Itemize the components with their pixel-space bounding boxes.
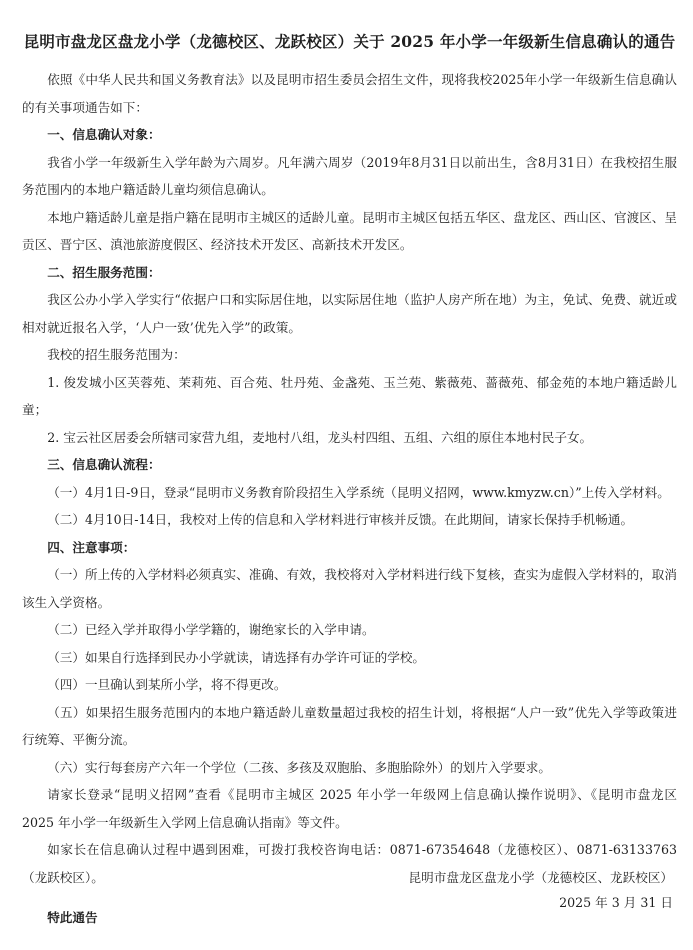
section-heading-process: 三、信息确认流程： — [47, 457, 161, 472]
signature-date: 2025 年 3 月 31 日 — [559, 895, 673, 910]
paragraph-area-item-1: 1. 俊发城小区芙蓉苑、茉莉苑、百合苑、牡丹苑、金盏苑、玉兰苑、紫薇苑、蔷薇苑、郁金苑的本地户籍适龄儿童； — [22, 374, 677, 417]
signature-block — [409, 865, 673, 915]
paragraph-note-6: （六）实行每套房产六年一个学位（二孩、多孩及双胞胎、多胞胎除外）的划片入学要求。 — [47, 759, 551, 775]
section-heading-service-area: 二、招生服务范围： — [47, 264, 161, 280]
paragraph-intro: 依照《中华人民共和国义务教育法》以及昆明市招生委员会招生文件，现将我校2025年小学一年级新生信息确认的有关事项通告如下： — [22, 72, 677, 115]
notice-body — [22, 66, 677, 891]
closing-statement: 特此通告 — [47, 910, 98, 925]
paragraph-age-requirement: 我省小学一年级新生入学年龄为六周岁。凡年满六周岁（2019年8月31日以前出生，含8月31日）在我校招生服务范围内的本地户籍适龄儿童均须信息确认。 — [22, 154, 677, 197]
paragraph-contact: 如家长在信息确认过程中遇到困难，可拨打我校咨询电话：0871-67354648（龙德校区）、0871-63133763（龙跃校区）。 — [22, 842, 677, 885]
paragraph-local-definition: 本地户籍适龄儿童是指户籍在昆明市主城区的适龄儿童。昆明市主城区包括五华区、盘龙区、西山区、官渡区、呈贡区、晋宁区、滇池旅游度假区、经济技术开发区、高新技术开发区。 — [22, 209, 677, 252]
paragraph-policy: 我区公办小学入学实行“依据户口和实际居住地，以实际居住地（监护人房产所在地）为主，免试、免费、就近或相对就近报名入学，‘人户一致’优先入学”的政策。 — [22, 292, 677, 335]
section-heading-targets: 一、信息确认对象： — [47, 127, 161, 142]
paragraph-process-step-2: （二）4月10日-14日，我校对上传的信息和入学材料进行审核并反馈。在此期间，请家长保持手机畅通。 — [47, 512, 634, 527]
paragraph-note-4: （四）一旦确认到某所小学，将不得更改。 — [47, 677, 287, 692]
paragraph-documents: 请家长登录“昆明义招网”查看《昆明市主城区 2025 年小学一年级网上信息确认操作说明》、《昆明市盘龙区 2025 年小学一年级新生入学网上信息确认指南》等文件。 — [22, 787, 677, 830]
section-heading-notes: 四、注意事项： — [47, 539, 136, 555]
paragraph-area-item-2: 2. 宝云社区居委会所辖司家营九组，麦地村八组，龙头村四组、五组、六组的原住本地村民子女。 — [47, 429, 593, 445]
notice-title: 昆明市盘龙区盘龙小学（龙德校区、龙跃校区）关于 2025 年小学一年级新生信息确认的通告 — [23, 32, 676, 51]
paragraph-area-intro: 我校的招生服务范围为： — [47, 347, 186, 362]
paragraph-note-1: （一）所上传的入学材料必须真实、准确、有效，我校将对入学材料进行线下复核，查实为虚假入学材料的，取消该生入学资格。 — [22, 567, 677, 610]
paragraph-process-step-1: （一）4月1日-9日，登录“昆明市义务教育阶段招生入学系统（昆明义招网，www.kmyzw.cn）”上传入学材料。 — [47, 484, 670, 500]
paragraph-note-3: （三）如果自行选择到民办小学就读，请选择有办学许可证的学校。 — [47, 649, 425, 665]
paragraph-note-2: （二）已经入学并取得小学学籍的，谢绝家长的入学申请。 — [47, 622, 375, 637]
paragraph-note-5: （五）如果招生服务范围内的本地户籍适龄儿童数量超过我校的招生计划，将根据“人户一致”优先入学等政策进行统筹、平衡分流。 — [22, 704, 677, 747]
signature-organization: 昆明市盘龙区盘龙小学（龙德校区、龙跃校区） — [408, 870, 673, 885]
